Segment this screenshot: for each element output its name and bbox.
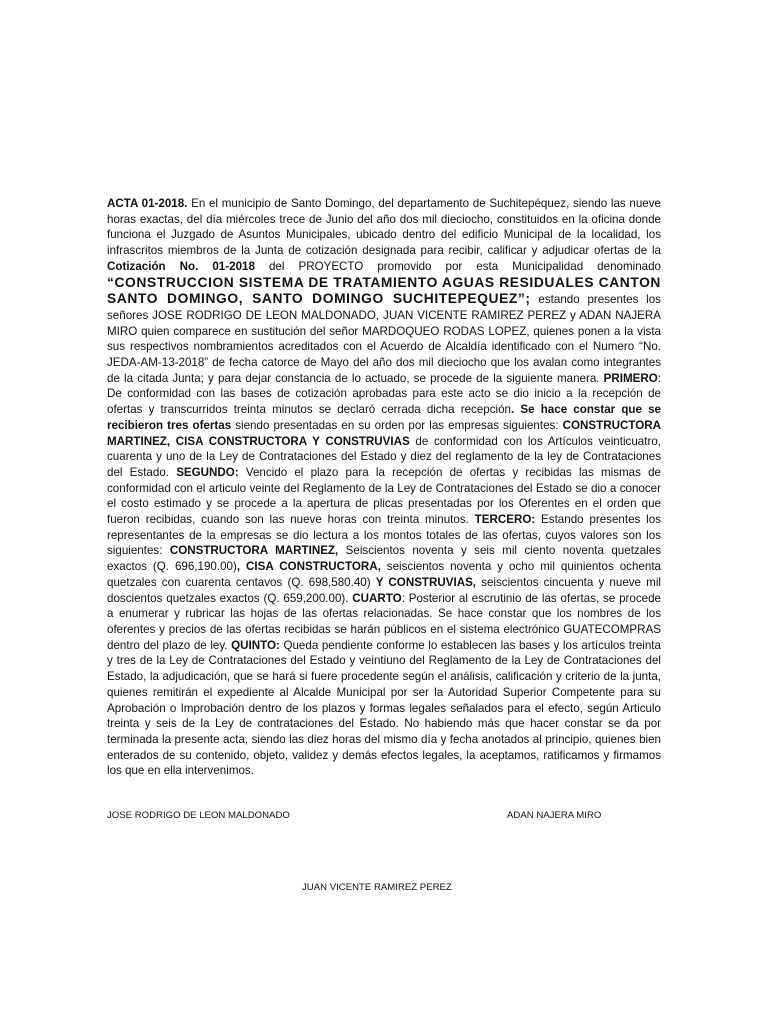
signature-jose-rodrigo: JOSE RODRIGO DE LEON MALDONADO [107,810,290,821]
acta-heading: ACTA 01-2018. [107,197,188,210]
acta-text-07: Vencido el plazo para la recepción de ofertas y recibidas las mismas de conformidad con el articulo veinte del Reglamento de la Ley de Contrataciones del Estado se dio a conocer el costo estimado y se procede a la apertura de plicas presentadas por los Oferentes en el orden que fueron recibidas, cuando son las nueve horas con treinta minutos. [107,465,661,527]
company-martinez: CONSTRUCTORA MARTINEZ, [169,544,339,558]
acta-text-13: Queda pendiente conforme lo establecen las bases y los artículos treinta y tres de la Ley de Contrataciones del Estado y veintiuno del Reglamento de la Ley de Contrataciones del Estado, la adjudicación, que se hará si fuere procedente según el análisis, calificación y criterio de la junta, quienes remitirán el expediente al Alcalde Municipal por ser la Autoridad Superior Competente para su Aprobación o Improbación dentro de los plazos y formas legales señalados para el efecto, según Articulo treinta y seis de la Ley de contrataciones del Estado. No habiendo más que hacer constar se da por terminada la presente acta, siendo las diez horas del mismo día y fecha anotados al principio, quienes bien enterados de su contenido, objeto, validez y demás efectos legales, la aceptamos, ratificamos y firmamos los que en ella intervenimos. [107,638,661,778]
section-cuarto: CUARTO [352,591,402,605]
section-primero: PRIMERO [603,371,658,385]
acta-text-12: : Posterior al escrutinio de las ofertas, se procede a enumerar y rubricar las hojas de las ofertas relacionadas. Se hace constar que los nombres de los oferentes y precios de las ofertas recibidas se harán públicos en el sistema electrónico GUATECOMPRAS dentro del plazo de ley. [107,591,661,652]
acta-text-01: En el municipio de Santo Domingo, del departamento de Suchitepéquez, siendo las nueve horas exactas, del día miércoles trece de Junio del año dos mil dieciocho, constituidos en la oficina donde funciona el Juzgado de Asuntos Municipales, ubicado dentro del edificio Municipal de la localidad, los infrascritos miembros de la Junta de cotización designada para recibir, calificar y adjudicar ofertas de la [107,197,661,258]
acta-text-03: estando presentes los señores JOSE RODRIGO DE LEON MALDONADO, JUAN VICENTE RAMIREZ PEREZ y ADAN NAJERA MIRO quien comparece en sustitución del señor MARDOQUEO RODAS LOPEZ, quienes ponen a la vista sus respectivos nombramientos acreditados con el Acuerdo de Alcaldía identificado con el Numero “No. JEDA-AM-13-2018” de fecha catorce de Mayo del año dos mil dieciocho que los avalan como integrantes de la citada Junta; y para dejar constancia de lo actuado, se procede de la siguiente manera. [107,293,661,385]
acta-text-02: del PROYECTO promovido por esta Municipalidad denominado [254,259,662,273]
acta-text-04: : De conformidad con las bases de cotización aprobadas para este acto se dio inicio a la recepción de ofertas y transcurridos treinta minutos se declaró cerrada dicha recepción [107,371,661,417]
section-segundo: SEGUNDO: [176,465,239,479]
company-cisa: CISA CONSTRUCTORA, [246,560,381,574]
company-list: CONSTRUCTORA MARTINEZ, CISA CONSTRUCTORA Y CONSTRUVIAS [107,418,661,448]
acta-text-11: seiscientos cincuenta y nueve mil doscientos quetzales exactos (Q. 659,200.00). [107,575,661,605]
signature-juan-vicente: JUAN VICENTE RAMIREZ PEREZ [302,882,452,893]
comma-bold: , [236,560,247,574]
acta-body [107,196,661,779]
period-bold: . Se hace constar que [511,403,649,417]
section-tercero: TERCERO: [474,513,536,527]
acta-text-09: Seiscientos noventa y seis mil ciento noventa quetzales exactos (Q. 696,190.00) [107,544,661,574]
project-name: “CONSTRUCCION SISTEMA DE TRATAMIENTO AGUAS RESIDUALES CANTON SANTO DOMINGO, SANTO DOMINGO SUCHITEPEQUEZ”; [107,274,661,307]
acta-text-05: siendo presentadas en su orden por las empresas siguientes: [231,418,563,432]
company-construvias: Y CONSTRUVIAS, [375,575,477,589]
acta-text-06: de conformidad con los Artículos veinticuatro, cuarenta y uno de la Ley de Contrataciones del Estado y diez del reglamento de la ley de Contrataciones del Estado. [107,434,661,479]
acta-text-10: seiscientos noventa y ocho mil quinientos ochenta quetzales con cuarenta centavos (Q. 698,580.40) [107,560,661,589]
cotizacion-number: Cotización No. 01-2018 [107,259,255,273]
section-quinto: QUINTO: [231,638,280,652]
acta-text-08: Estando presentes los representantes de la empresas se dio lectura a los montos totales de las ofertas, cuyos valores son los siguientes: [107,513,661,558]
offers-received: se recibieron tres ofertas [107,403,662,432]
signature-adan-najera: ADAN NAJERA MIRO [507,810,602,821]
